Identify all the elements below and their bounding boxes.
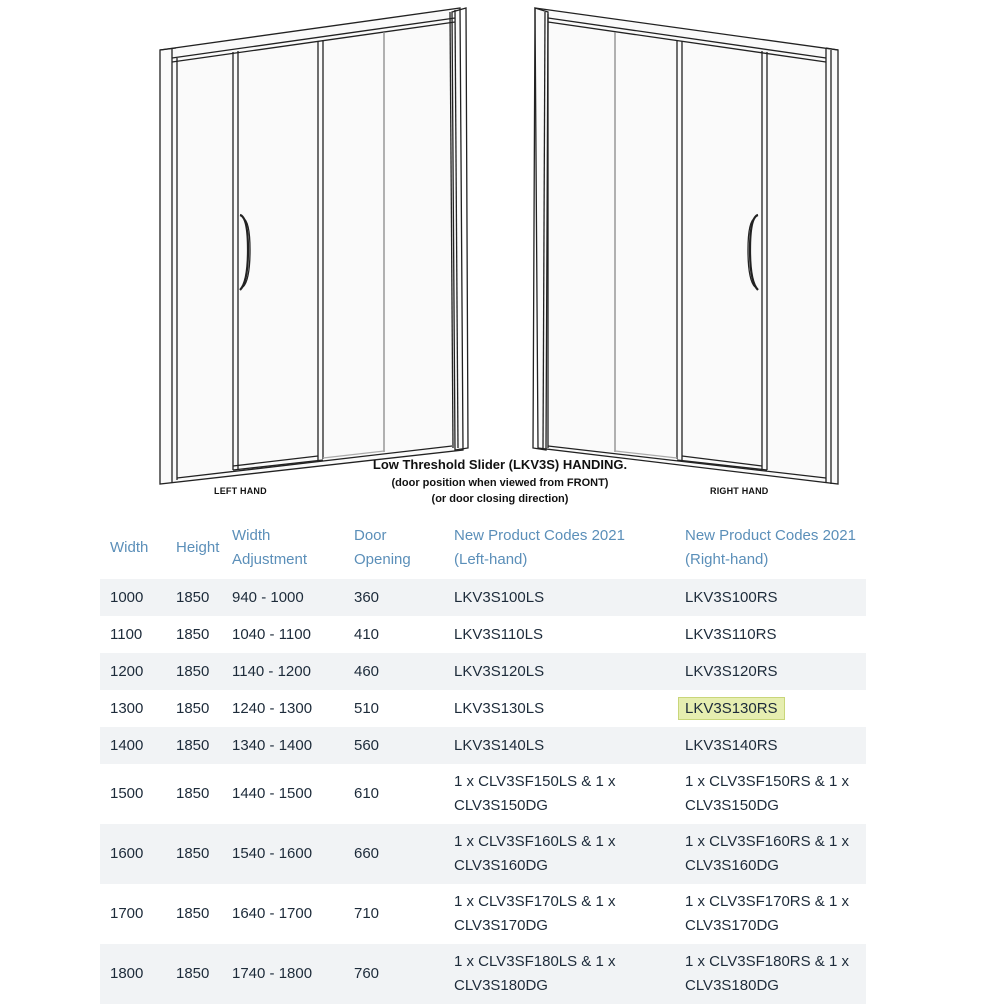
cell-door-opening: 410 [344, 616, 444, 653]
header-left-hand-codes [444, 517, 675, 579]
cell-right-code: LKV3S120RS [675, 653, 866, 690]
cell-adjustment: 1040 - 1100 [222, 616, 344, 653]
code-line-2: CLV3S150DG [454, 797, 548, 814]
table-header-row [100, 517, 866, 579]
cell-height: 1850 [166, 690, 222, 727]
cell-height: 1850 [166, 616, 222, 653]
right-hand-door-drawing [533, 8, 838, 484]
code-line-2: CLV3S160DG [685, 857, 779, 874]
cell-right-code [675, 824, 866, 884]
cell-door-opening: 460 [344, 653, 444, 690]
cell-adjustment: 1740 - 1800 [222, 944, 344, 1004]
table-row [100, 824, 866, 884]
cell-height: 1850 [166, 884, 222, 944]
cell-left-code: LKV3S140LS [444, 727, 675, 764]
header-right-line-2: (Right-hand) [685, 551, 769, 568]
cell-adjustment: 1640 - 1700 [222, 884, 344, 944]
table-row [100, 727, 866, 764]
cell-right-code: LKV3S140RS [675, 727, 866, 764]
header-adj-line-1: Width [232, 527, 271, 544]
caption-line-3: (or door closing direction) [431, 493, 569, 505]
code-line-2: CLV3S170DG [685, 917, 779, 934]
left-hand-label: LEFT HAND [214, 486, 267, 496]
cell-height: 1850 [166, 727, 222, 764]
caption-title: Low Threshold Slider (LKV3S) HANDING. [372, 457, 628, 472]
table-row [100, 616, 866, 653]
cell-adjustment: 1240 - 1300 [222, 690, 344, 727]
cell-door-opening: 660 [344, 824, 444, 884]
left-hand-door-drawing [160, 8, 468, 484]
header-door-opening [344, 517, 444, 579]
cell-width: 1100 [100, 616, 166, 653]
header-width-adjustment [222, 517, 344, 579]
cell-door-opening: 510 [344, 690, 444, 727]
cell-height: 1850 [166, 824, 222, 884]
cell-left-code [444, 944, 675, 1004]
cell-width: 1600 [100, 824, 166, 884]
cell-right-code [675, 690, 866, 727]
cell-left-code [444, 884, 675, 944]
cell-width: 1300 [100, 690, 166, 727]
code-line-1: 1 x CLV3SF160RS & 1 x [685, 833, 849, 850]
cell-adjustment: 1540 - 1600 [222, 824, 344, 884]
cell-left-code [444, 764, 675, 824]
code-line-2: CLV3S180DG [454, 977, 548, 994]
cell-left-code: LKV3S100LS [444, 579, 675, 616]
header-right-hand-codes [675, 517, 866, 579]
table-row [100, 944, 866, 1004]
cell-width: 1700 [100, 884, 166, 944]
code-line-2: CLV3S170DG [454, 917, 548, 934]
product-codes-table [100, 517, 866, 1004]
code-line-1: 1 x CLV3SF150RS & 1 x [685, 773, 849, 790]
cell-width: 1800 [100, 944, 166, 1004]
header-door-line-2: Opening [354, 551, 411, 568]
table-row [100, 690, 866, 727]
cell-right-code: LKV3S110RS [675, 616, 866, 653]
cell-width: 1400 [100, 727, 166, 764]
cell-height: 1850 [166, 944, 222, 1004]
cell-right-code [675, 944, 866, 1004]
caption-line-2: (door position when viewed from FRONT) [391, 477, 609, 489]
cell-left-code: LKV3S130LS [444, 690, 675, 727]
code-line-2: CLV3S150DG [685, 797, 779, 814]
right-hand-label: RIGHT HAND [710, 486, 769, 496]
header-width: Width [110, 539, 149, 556]
cell-width: 1200 [100, 653, 166, 690]
cell-adjustment: 1140 - 1200 [222, 653, 344, 690]
cell-door-opening: 710 [344, 884, 444, 944]
cell-left-code: LKV3S110LS [444, 616, 675, 653]
product-codes-table-wrapper [100, 517, 866, 1004]
cell-height: 1850 [166, 764, 222, 824]
code-line-1: 1 x CLV3SF160LS & 1 x [454, 833, 616, 850]
code-line-1: 1 x CLV3SF170LS & 1 x [454, 893, 616, 910]
table-row [100, 653, 866, 690]
cell-adjustment: 1340 - 1400 [222, 727, 344, 764]
cell-height: 1850 [166, 653, 222, 690]
code-line-1: 1 x CLV3SF150LS & 1 x [454, 773, 616, 790]
table-row [100, 579, 866, 616]
cell-right-code [675, 764, 866, 824]
header-left-line-2: (Left-hand) [454, 551, 528, 568]
cell-width: 1000 [100, 579, 166, 616]
code-line-1: 1 x CLV3SF170RS & 1 x [685, 893, 849, 910]
highlighted-code: LKV3S130RS [678, 697, 785, 720]
cell-right-code: LKV3S100RS [675, 579, 866, 616]
cell-adjustment: 940 - 1000 [222, 579, 344, 616]
cell-door-opening: 360 [344, 579, 444, 616]
cell-right-code [675, 884, 866, 944]
header-height: Height [176, 539, 220, 556]
cell-door-opening: 560 [344, 727, 444, 764]
table-row [100, 764, 866, 824]
cell-door-opening: 760 [344, 944, 444, 1004]
cell-height: 1850 [166, 579, 222, 616]
header-adj-line-2: Adjustment [232, 551, 308, 568]
cell-adjustment: 1440 - 1500 [222, 764, 344, 824]
cell-width: 1500 [100, 764, 166, 824]
header-door-line-1: Door [354, 527, 387, 544]
cell-left-code: LKV3S120LS [444, 653, 675, 690]
code-line-2: CLV3S180DG [685, 977, 779, 994]
code-line-1: 1 x CLV3SF180LS & 1 x [454, 953, 616, 970]
cell-door-opening: 610 [344, 764, 444, 824]
header-left-line-1: New Product Codes 2021 [454, 527, 625, 544]
code-line-1: 1 x CLV3SF180RS & 1 x [685, 953, 849, 970]
cell-left-code [444, 824, 675, 884]
table-row [100, 884, 866, 944]
code-line-2: CLV3S160DG [454, 857, 548, 874]
header-right-line-1: New Product Codes 2021 [685, 527, 856, 544]
